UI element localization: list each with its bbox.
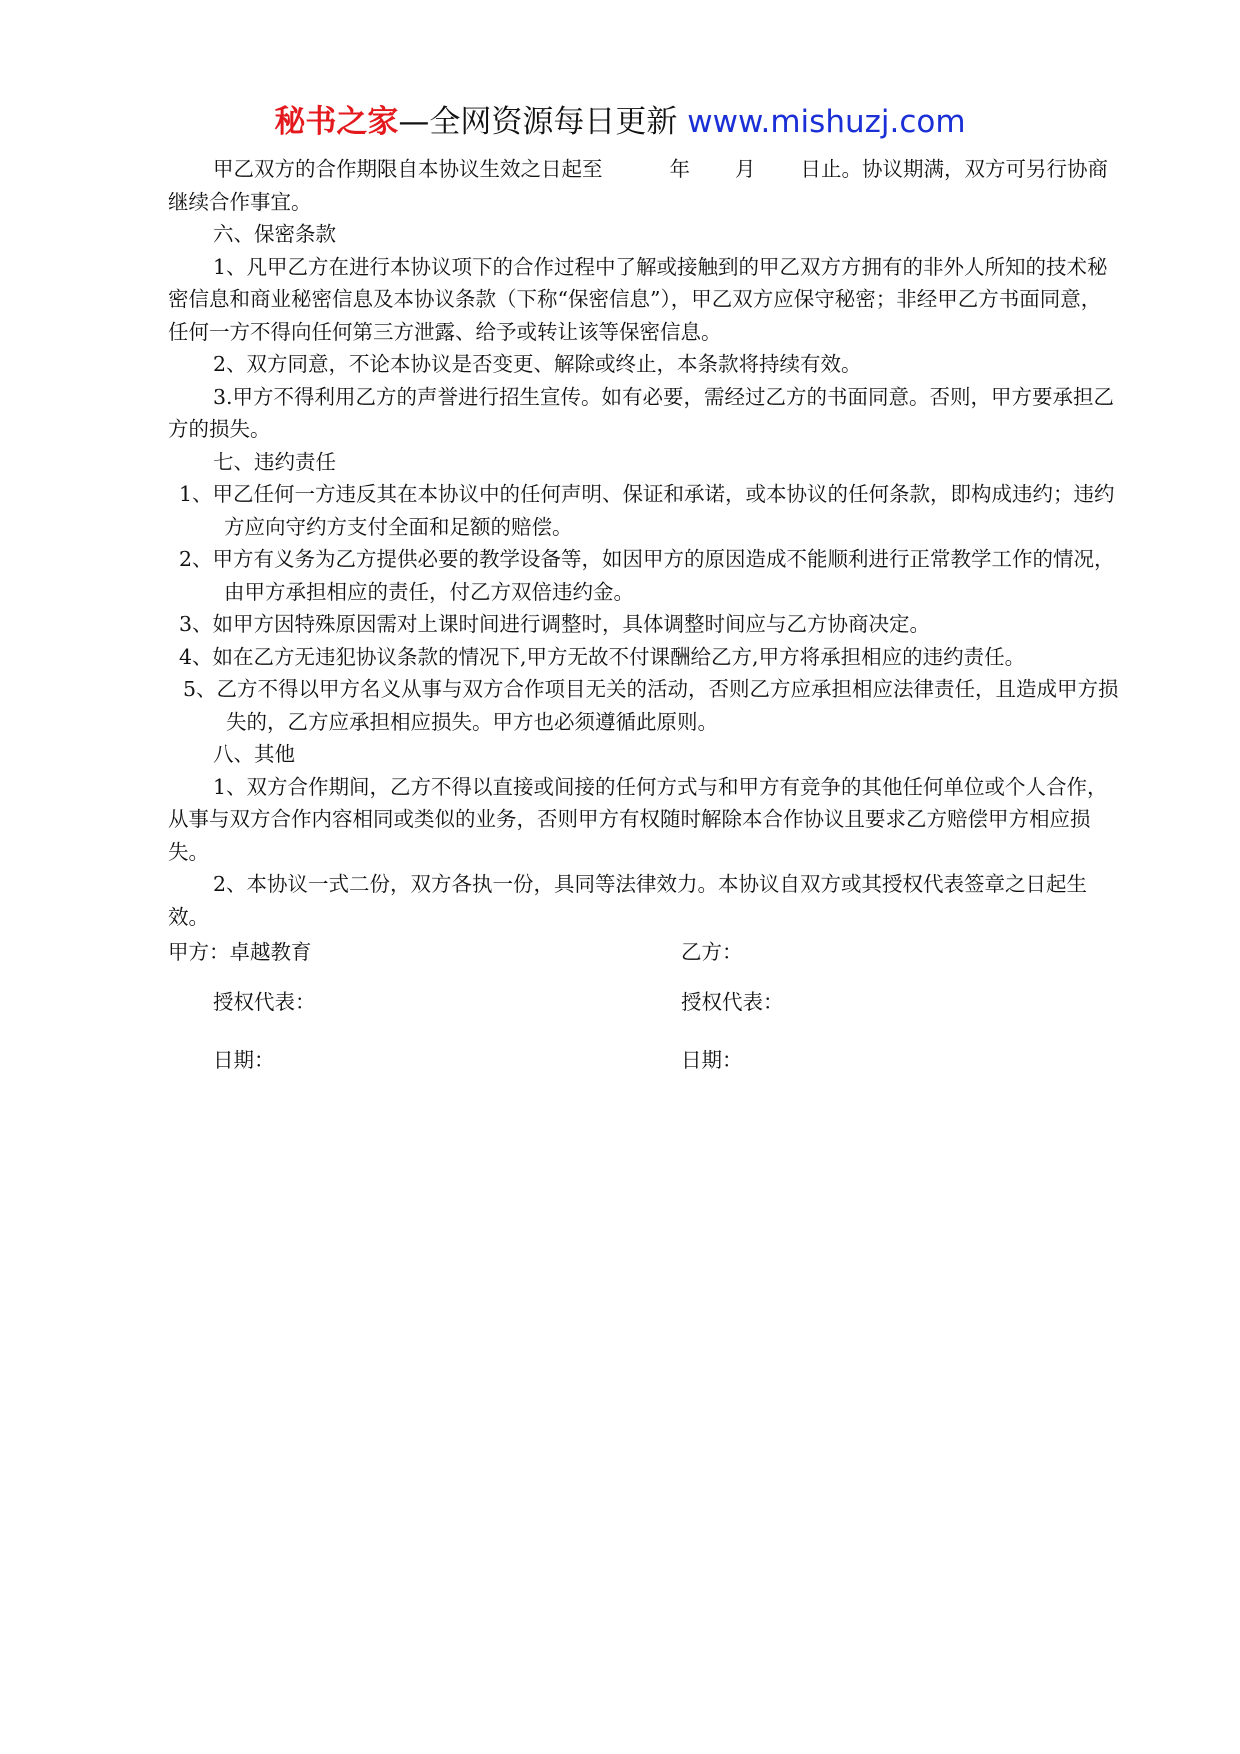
- confidentiality-clause-1: 1、凡甲乙方在进行本协议项下的合作过程中了解或接触到的甲乙双方方拥有的非外人所知的技术秘密信息和商业秘密信息及本协议条款（下称“保密信息”），甲乙双方应保守秘密；非经甲乙方书面同意，任何一方不得向任何第三方泄露、给予或转让该等保密信息。: [168, 254, 1108, 344]
- section-8-title: 八、其他: [213, 742, 295, 766]
- liability-item-1: 1、甲乙任何一方违反其在本协议中的任何声明、保证和承诺，或本协议的任何条款，即构成违约；违约方应向守约方支付全面和足额的赔偿。: [179, 482, 1115, 539]
- section-6-title: 六、保密条款: [213, 222, 336, 246]
- date-a-label: 日期：: [213, 1048, 275, 1072]
- representative-b-label: 授权代表：: [681, 990, 784, 1014]
- liability-item-3: 3、如甲方因特殊原因需对上课时间进行调整时，具体调整时间应与乙方协商决定。: [179, 612, 931, 636]
- signature-party-row: [168, 936, 1120, 986]
- term-suffix: 日止。协议期满，双方可另行协商继续合作事宜。: [168, 157, 1108, 214]
- date-b-label: 日期：: [681, 1048, 743, 1072]
- site-header: [0, 100, 1240, 144]
- site-tagline: —全网资源每日更新: [398, 104, 688, 140]
- signature-date-row: [168, 1044, 1120, 1102]
- other-clause-2: 2、本协议一式二份，双方各执一份，具同等法律效力。本协议自双方或其授权代表签章之日起生效。: [168, 872, 1088, 929]
- signature-representative-row: [168, 986, 1120, 1044]
- term-prefix: 甲乙双方的合作期限自本协议生效之日起至: [213, 157, 603, 181]
- confidentiality-clause-2: 2、双方同意，不论本协议是否变更、解除或终止，本条款将持续有效。: [213, 352, 862, 376]
- party-a-label: 甲方：卓越教育: [168, 940, 312, 964]
- site-brand: 秘书之家: [274, 104, 399, 140]
- term-year: 年: [669, 157, 690, 181]
- section-7-title: 七、违约责任: [213, 449, 336, 474]
- liability-item-4: 4、如在乙方无违犯协议条款的情况下,甲方无故不付课酬给乙方,甲方将承担相应的违约责任。: [179, 644, 1026, 669]
- term-month: 月: [735, 157, 756, 181]
- other-clause-1: 1、双方合作期间，乙方不得以直接或间接的任何方式与和甲方有竞争的其他任何单位或个人合作，从事与双方合作内容相同或类似的业务，否则甲方有权随时解除本合作协议且要求乙方赔偿甲方相应损失。: [168, 774, 1108, 864]
- liability-item-2: 2、甲方有义务为乙方提供必要的教学设备等，如因甲方的原因造成不能顺利进行正常教学工作的情况，由甲方承担相应的责任，付乙方双倍违约金。: [179, 547, 1115, 604]
- term-paragraph: [168, 153, 1120, 218]
- party-b-label: 乙方：: [681, 940, 743, 964]
- representative-a-label: 授权代表：: [213, 990, 316, 1014]
- site-url[interactable]: www.mishuzj.com: [687, 104, 966, 140]
- document-body: [168, 153, 1120, 1102]
- liability-item-5: 5、乙方不得以甲方名义从事与双方合作项目无关的活动，否则乙方应承担相应法律责任，且造成甲方损失的，乙方应承担相应损失。甲方也必须遵循此原则。: [183, 677, 1119, 734]
- confidentiality-clause-3: 3.甲方不得利用乙方的声誉进行招生宣传。如有必要，需经过乙方的书面同意。否则，甲方要承担乙方的损失。: [168, 384, 1115, 441]
